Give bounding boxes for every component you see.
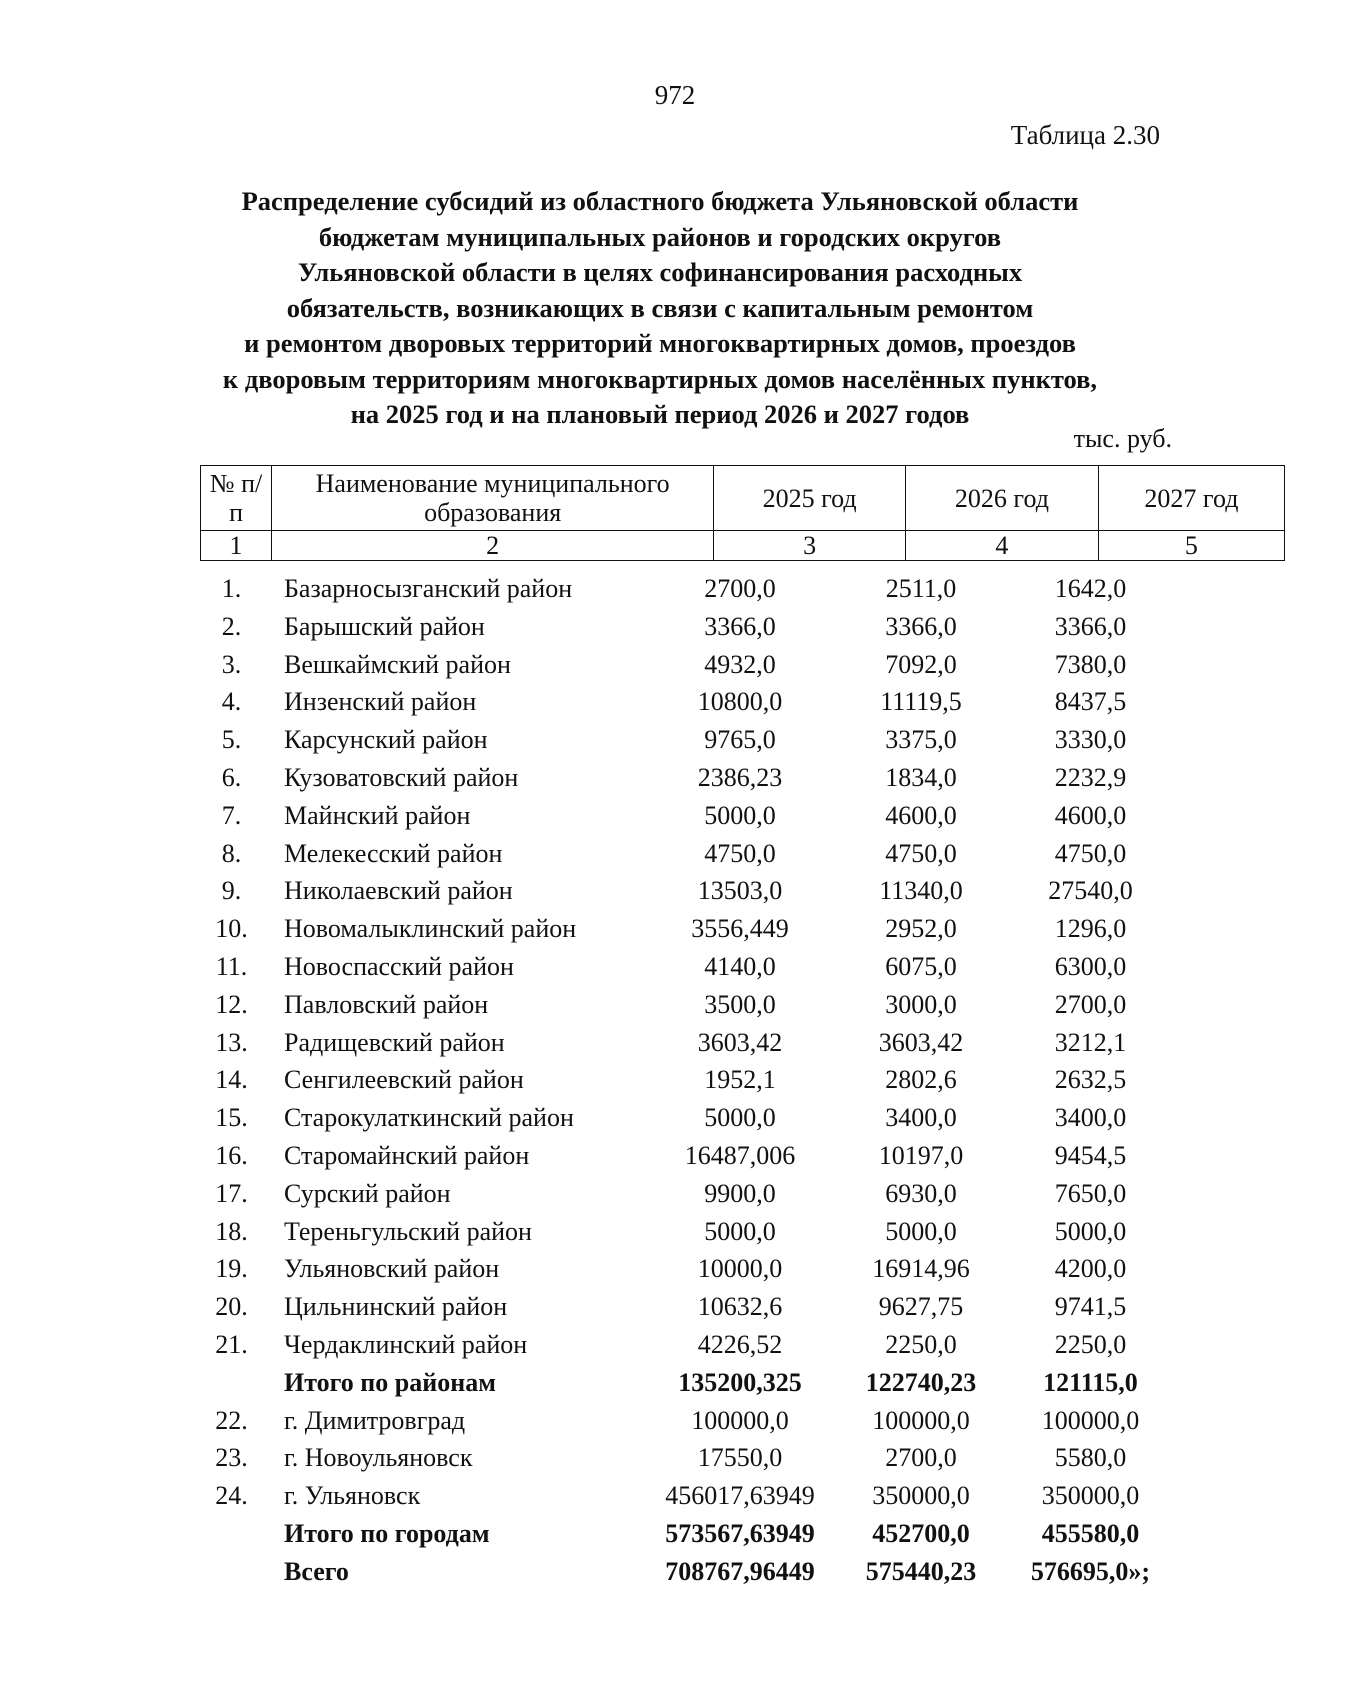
value-2027: 4600,0 — [1054, 800, 1127, 830]
municipality-name: Радищевский район — [284, 1027, 505, 1057]
municipality-name: Новомалыклинский район — [284, 914, 577, 944]
header-index: 3 — [714, 531, 906, 561]
title-line: к дворовым территориям многоквартирных домов населённых пунктов, — [222, 363, 1098, 394]
value-2025: 3366,0 — [704, 611, 776, 641]
value-2027: 5580,0 — [1054, 1443, 1127, 1473]
value-2025: 13503,0 — [697, 876, 783, 906]
municipality-name: Сенгилеевский район — [284, 1065, 524, 1095]
page-number: 972 — [654, 80, 696, 110]
value-2026: 575440,23 — [865, 1556, 977, 1586]
value-2026: 2511,0 — [885, 574, 957, 603]
row-number: 2. — [221, 611, 242, 641]
municipality-name: Всего — [284, 1556, 349, 1586]
value-2026: 9627,75 — [878, 1292, 964, 1322]
table-row — [200, 948, 1285, 986]
row-number: 14. — [215, 1065, 248, 1095]
table-label: Таблица 2.30 — [1010, 120, 1160, 150]
municipality-name: Мелекесский район — [284, 838, 503, 868]
title-line: бюджетам муниципальных районов и городских округов — [318, 221, 1002, 252]
row-number: 11. — [215, 951, 248, 981]
municipality-name: г. Новоульяновск — [284, 1443, 473, 1473]
value-2026: 4600,0 — [885, 800, 957, 830]
value-2025: 10800,0 — [697, 687, 783, 717]
value-2027: 455580,0 — [1041, 1518, 1140, 1548]
header-year-2025: 2025 год — [714, 466, 906, 531]
total-row — [200, 1515, 1285, 1553]
value-2025: 4226,52 — [697, 1329, 783, 1359]
value-2026: 1834,0 — [885, 762, 957, 792]
value-2026: 11119,5 — [880, 687, 962, 717]
row-number: 3. — [221, 649, 242, 679]
value-2027: 9454,5 — [1054, 1140, 1127, 1170]
table-row — [200, 1326, 1285, 1364]
title-line: на 2025 год и на плановый период 2026 и 2027 годов — [350, 399, 970, 429]
row-number: 9. — [221, 876, 242, 906]
value-2027: 27540,0 — [1048, 876, 1133, 906]
header-index: 1 — [201, 531, 272, 561]
municipality-name: Старомайнский район — [284, 1140, 530, 1170]
table-header — [200, 465, 1285, 561]
municipality-name: Цильнинский район — [284, 1292, 508, 1322]
value-2026: 3400,0 — [885, 1103, 957, 1133]
value-2027: 2632,5 — [1054, 1065, 1127, 1095]
table-row — [200, 1402, 1285, 1440]
value-2027: 1296,0 — [1054, 914, 1127, 944]
header-index: 5 — [1098, 531, 1284, 561]
row-number: 13. — [215, 1027, 248, 1057]
row-number: 21. — [215, 1329, 248, 1359]
value-2027: 2250,0 — [1054, 1329, 1127, 1359]
value-2027: 5000,0 — [1054, 1216, 1127, 1246]
municipality-name: Итого по городам — [284, 1518, 490, 1548]
row-number: 24. — [215, 1481, 248, 1511]
header-year-2027: 2027 год — [1098, 466, 1284, 531]
municipality-name: Итого по районам — [284, 1367, 496, 1397]
value-2026: 3000,0 — [885, 989, 957, 1019]
title-line: и ремонтом дворовых территорий многоквартирных домов, проездов — [244, 328, 1076, 358]
table-row — [200, 1477, 1285, 1515]
table-row — [200, 646, 1285, 684]
value-2027: 9741,5 — [1054, 1292, 1127, 1322]
value-2025: 10632,6 — [697, 1292, 783, 1322]
title-line: Ульяновской области в целях софинансирования расходных — [297, 257, 1023, 287]
municipality-name: Чердаклинский район — [284, 1329, 528, 1359]
value-2026: 122740,23 — [865, 1367, 977, 1397]
value-2025: 9900,0 — [704, 1178, 776, 1208]
municipality-name: Сурский район — [284, 1178, 451, 1208]
value-2025: 3500,0 — [704, 989, 776, 1019]
municipality-name: Карсунский район — [284, 725, 488, 755]
value-2027: 2700,0 — [1054, 989, 1127, 1019]
table-row — [200, 1099, 1285, 1137]
value-2025: 708767,96449 — [665, 1556, 815, 1586]
value-2025: 2386,23 — [697, 762, 783, 792]
municipality-name: г. Димитровград — [284, 1405, 466, 1435]
row-number: 8. — [221, 838, 242, 868]
value-2026: 5000,0 — [885, 1216, 957, 1246]
value-2025: 5000,0 — [704, 800, 776, 830]
row-number: 10. — [215, 914, 248, 944]
value-2025: 2700,0 — [704, 574, 776, 603]
value-2026: 6075,0 — [885, 951, 957, 981]
value-2025: 17550,0 — [697, 1443, 783, 1473]
value-2025: 16487,006 — [684, 1140, 796, 1170]
value-2026: 16914,96 — [872, 1254, 970, 1284]
value-2025: 10000,0 — [697, 1254, 783, 1284]
value-2027: 6300,0 — [1054, 951, 1127, 981]
value-2027: 1642,0 — [1054, 574, 1127, 603]
value-2027: 2232,9 — [1054, 762, 1127, 792]
value-2027: 121115,0 — [1043, 1367, 1138, 1397]
units-label: тыс. руб. — [1073, 424, 1172, 453]
value-2027: 7650,0 — [1054, 1178, 1127, 1208]
table-row — [200, 683, 1285, 721]
value-2026: 7092,0 — [885, 649, 957, 679]
row-number: 16. — [215, 1140, 248, 1170]
value-2027: 8437,5 — [1054, 687, 1127, 717]
value-2025: 5000,0 — [704, 1216, 776, 1246]
value-2027: 4200,0 — [1054, 1254, 1127, 1284]
value-2027: 100000,0 — [1041, 1405, 1140, 1435]
municipality-name: Майнский район — [284, 800, 471, 830]
value-2025: 135200,325 — [678, 1367, 802, 1397]
table-row — [200, 872, 1285, 910]
row-number: 20. — [215, 1292, 248, 1322]
table-row — [200, 797, 1285, 835]
value-2026: 3366,0 — [885, 611, 957, 641]
value-2025: 456017,63949 — [665, 1481, 815, 1511]
value-2026: 2802,6 — [885, 1065, 957, 1095]
table-row — [200, 759, 1285, 797]
municipality-name: Ульяновский район — [284, 1254, 500, 1284]
row-number: 19. — [215, 1254, 248, 1284]
value-2025: 1952,1 — [704, 1065, 776, 1095]
table-row — [200, 835, 1285, 873]
row-number: 22. — [215, 1405, 248, 1435]
value-2026: 11340,0 — [879, 876, 963, 906]
header-index: 2 — [272, 531, 714, 561]
row-number: 7. — [221, 800, 242, 830]
row-number: 6. — [221, 762, 242, 792]
value-2026: 4750,0 — [885, 838, 957, 868]
value-2026: 100000,0 — [872, 1405, 970, 1435]
value-2025: 9765,0 — [704, 725, 776, 755]
value-2025: 4932,0 — [704, 649, 776, 679]
value-2025: 100000,0 — [691, 1405, 789, 1435]
value-2027: 3330,0 — [1054, 725, 1127, 755]
value-2026: 350000,0 — [872, 1481, 970, 1511]
value-2025: 4140,0 — [704, 951, 776, 981]
value-2026: 2952,0 — [885, 914, 957, 944]
table-row — [200, 1213, 1285, 1251]
value-2025: 3603,42 — [697, 1027, 783, 1057]
row-number: 4. — [221, 687, 242, 717]
row-number: 12. — [215, 989, 248, 1019]
table-row — [200, 1175, 1285, 1213]
value-2025: 3556,449 — [691, 914, 789, 944]
value-2026: 2250,0 — [885, 1329, 957, 1359]
title-line: обязательств, возникающих в связи с капитальным ремонтом — [286, 292, 1034, 323]
value-2027: 4750,0 — [1054, 838, 1127, 868]
value-2027: 3366,0 — [1054, 611, 1127, 641]
row-number: 23. — [215, 1443, 248, 1473]
table-row — [200, 1250, 1285, 1288]
municipality-name: Тереньгульский район — [284, 1216, 532, 1246]
table-row — [200, 1439, 1285, 1477]
value-2026: 6930,0 — [885, 1178, 957, 1208]
table-body — [200, 570, 1285, 1591]
table-row — [200, 1137, 1285, 1175]
municipality-name: Николаевский район — [284, 876, 513, 906]
header-name: Наименование муниципального образования — [272, 466, 714, 531]
total-row — [200, 1364, 1285, 1402]
total-row — [200, 1553, 1285, 1591]
value-2027: 3212,1 — [1054, 1027, 1127, 1057]
municipality-name: Инзенский район — [284, 687, 477, 717]
table-row — [200, 608, 1285, 646]
row-number: 17. — [215, 1178, 248, 1208]
value-2027: 350000,0 — [1041, 1481, 1140, 1511]
value-2026: 10197,0 — [878, 1140, 964, 1170]
row-number: 5. — [221, 725, 242, 755]
row-number: 18. — [215, 1216, 248, 1246]
municipality-name: Кузоватовский район — [284, 762, 519, 792]
municipality-name: Новоспасский район — [284, 951, 514, 981]
municipality-name: Базарносызганский район — [284, 574, 573, 603]
municipality-name: Барышский район — [284, 611, 485, 641]
document-title — [160, 184, 1160, 433]
value-2025: 573567,63949 — [665, 1518, 815, 1548]
row-number: 1. — [221, 574, 242, 603]
municipality-name: Павловский район — [284, 989, 489, 1019]
table-row — [200, 721, 1285, 759]
value-2027: 576695,0»; — [1030, 1556, 1151, 1586]
row-number: 15. — [215, 1103, 248, 1133]
table-row — [200, 1288, 1285, 1326]
value-2027: 3400,0 — [1054, 1103, 1127, 1133]
value-2025: 5000,0 — [704, 1103, 776, 1133]
header-num: № п/п — [201, 466, 272, 531]
value-2025: 4750,0 — [704, 838, 776, 868]
value-2026: 3375,0 — [885, 725, 957, 755]
value-2026: 2700,0 — [885, 1443, 957, 1473]
municipality-name: Старокулаткинский район — [284, 1103, 574, 1133]
header-index: 4 — [905, 531, 1098, 561]
table-row — [200, 1024, 1285, 1062]
value-2026: 452700,0 — [872, 1518, 970, 1548]
value-2027: 7380,0 — [1054, 649, 1127, 679]
municipality-name: Вешкаймский район — [284, 649, 511, 679]
table-row — [200, 1061, 1285, 1099]
municipality-name: г. Ульяновск — [284, 1481, 421, 1511]
table-row — [200, 910, 1285, 948]
table-row — [200, 986, 1285, 1024]
title-line: Распределение субсидий из областного бюджета Ульяновской области — [241, 186, 1079, 216]
header-year-2026: 2026 год — [905, 466, 1098, 531]
table-row — [200, 570, 1285, 608]
value-2026: 3603,42 — [878, 1027, 964, 1057]
